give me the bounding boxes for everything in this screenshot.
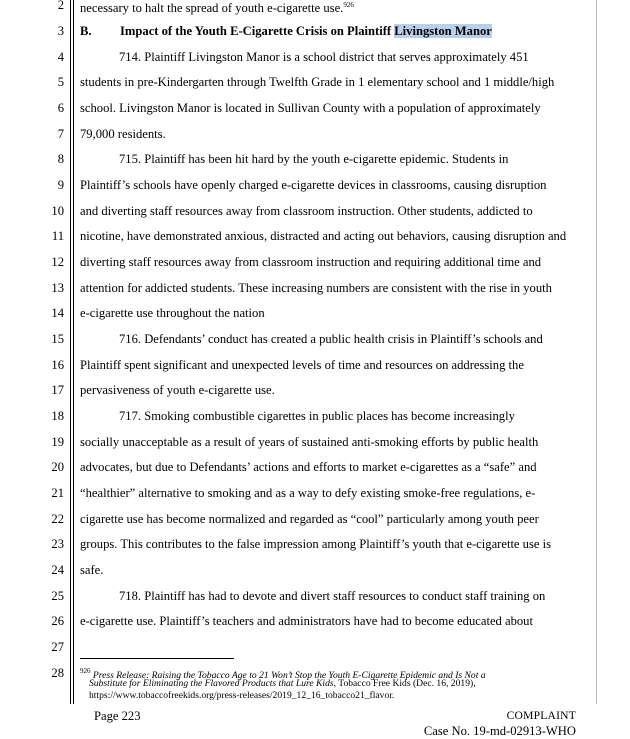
section-letter: B. — [80, 24, 92, 38]
text-line: diverting staff resources away from classroom instruction and requiring additional time and — [80, 255, 542, 269]
text-line: socially unacceptable as a result of years of sustained anti-smoking efforts by public health — [80, 435, 539, 449]
line-number: 21 — [51, 486, 64, 500]
line-number: 17 — [51, 383, 64, 397]
text-line: groups. This contributes to the false impression among Plaintiff’s youth that e-cigarette use is — [80, 537, 552, 551]
document-type: COMPLAINT — [506, 709, 576, 722]
highlighted-text: Livingston Manor — [394, 24, 492, 38]
text-line: cigarette use has become normalized and regarded as “cool” particularly among youth peer — [80, 512, 539, 526]
line-number: 18 — [51, 409, 64, 423]
line-number: 4 — [57, 50, 64, 64]
footnote-ref[interactable]: 926 — [343, 1, 354, 9]
page-number: Page 223 — [94, 709, 141, 723]
line-number: 16 — [51, 358, 64, 372]
text-line: e-cigarette use. Plaintiff’s teachers and administrators have had to become educated about — [80, 614, 533, 628]
line-number: 7 — [57, 127, 64, 141]
text-line: 715. Plaintiff has been hit hard by the youth e-cigarette epidemic. Students in — [119, 152, 509, 166]
line-number: 22 — [51, 512, 64, 526]
text-line: school. Livingston Manor is located in Sullivan County with a population of approximately — [80, 101, 541, 115]
text-line: “healthier” alternative to smoking and as a way to defy existing smoke-free regulations, e- — [80, 486, 536, 500]
text-line: 716. Defendants’ conduct has created a public health crisis in Plaintiff’s schools and — [119, 332, 543, 346]
line-number: 11 — [51, 229, 64, 243]
text-line: 79,000 residents. — [80, 127, 166, 141]
line-number: 26 — [51, 614, 64, 628]
line-number: 24 — [51, 563, 64, 577]
text-line: attention for addicted students. These increasing numbers are consistent with the rise in youth — [80, 281, 552, 295]
text-line: e-cigarette use throughout the nation — [80, 306, 265, 320]
line-number: 20 — [51, 460, 64, 474]
text-line: 714. Plaintiff Livingston Manor is a school district that serves approximately 451 — [119, 50, 529, 64]
line-number: 25 — [51, 589, 64, 603]
line-number: 9 — [57, 178, 64, 192]
footnote-url[interactable]: https://www.tobaccofreekids.org/press-releases/2019_12_16_tobacco21_flavor. — [89, 690, 395, 701]
text-line: nicotine, have demonstrated anxious, distracted and acting out behaviors, causing disruption and — [80, 229, 567, 243]
line-number: 14 — [51, 306, 64, 320]
text-line: safe. — [80, 563, 104, 577]
line-number: 28 — [51, 666, 64, 680]
footnote-title: Press Release: Raising the Tobacco Age to 21 Won’t Stop the Youth E-Cigarette Epidemic and Is Not a — [90, 670, 486, 681]
line-number: 27 — [51, 640, 64, 654]
text-line — [80, 0, 354, 16]
text-line: advocates, but due to Defendants’ actions and efforts to market e-cigarettes as a “safe” and — [80, 460, 537, 474]
line-number: 2 — [57, 0, 64, 12]
line-number: 15 — [51, 332, 64, 346]
gutter-rule-inner — [73, 0, 74, 704]
right-margin-rule — [596, 0, 597, 704]
line-number: 23 — [51, 537, 64, 551]
footnote-title-cont: Substitute for Eliminating the Flavored Products that Lure Kids — [89, 678, 334, 689]
line-number: 19 — [51, 435, 64, 449]
text-line: and diverting staff resources away from classroom instruction. Other students, addicted to — [80, 204, 533, 218]
footnote-number: 926 — [80, 667, 91, 675]
text-line: pervasiveness of youth e-cigarette use. — [80, 383, 275, 397]
line-number: 8 — [57, 152, 64, 166]
line-number: 13 — [51, 281, 64, 295]
line-number: 12 — [51, 255, 64, 269]
text-line: Plaintiff’s schools have openly charged e-cigarette devices in classrooms, causing disruption — [80, 178, 547, 192]
line-number: 5 — [57, 75, 64, 89]
text-line: students in pre-Kindergarten through Twelfth Grade in 1 elementary school and 1 middle/high — [80, 75, 555, 89]
text-line: 717. Smoking combustible cigarettes in public places has become increasingly — [119, 409, 515, 423]
line-number: 10 — [51, 204, 64, 218]
footnote-line — [89, 678, 569, 689]
footnote-source: , Tobacco Free Kids (Dec. 16, 2019), — [333, 678, 476, 689]
text-line: 718. Plaintiff has had to devote and divert staff resources to conduct staff training on — [119, 589, 546, 603]
line-number: 3 — [57, 24, 64, 38]
section-heading-text: Impact of the Youth E-Cigarette Crisis on Plaintiff — [120, 24, 395, 38]
section-heading — [80, 23, 492, 39]
text-line: Plaintiff spent significant and unexpected levels of time and resources on addressing the — [80, 358, 524, 372]
gutter-rule-outer — [70, 0, 71, 704]
case-number: Case No. 19-md-02913-WHO — [423, 724, 576, 738]
text-line-content: necessary to halt the spread of youth e-cigarette use. — [80, 1, 344, 15]
line-number: 6 — [57, 101, 64, 115]
footnote-separator — [80, 658, 234, 659]
